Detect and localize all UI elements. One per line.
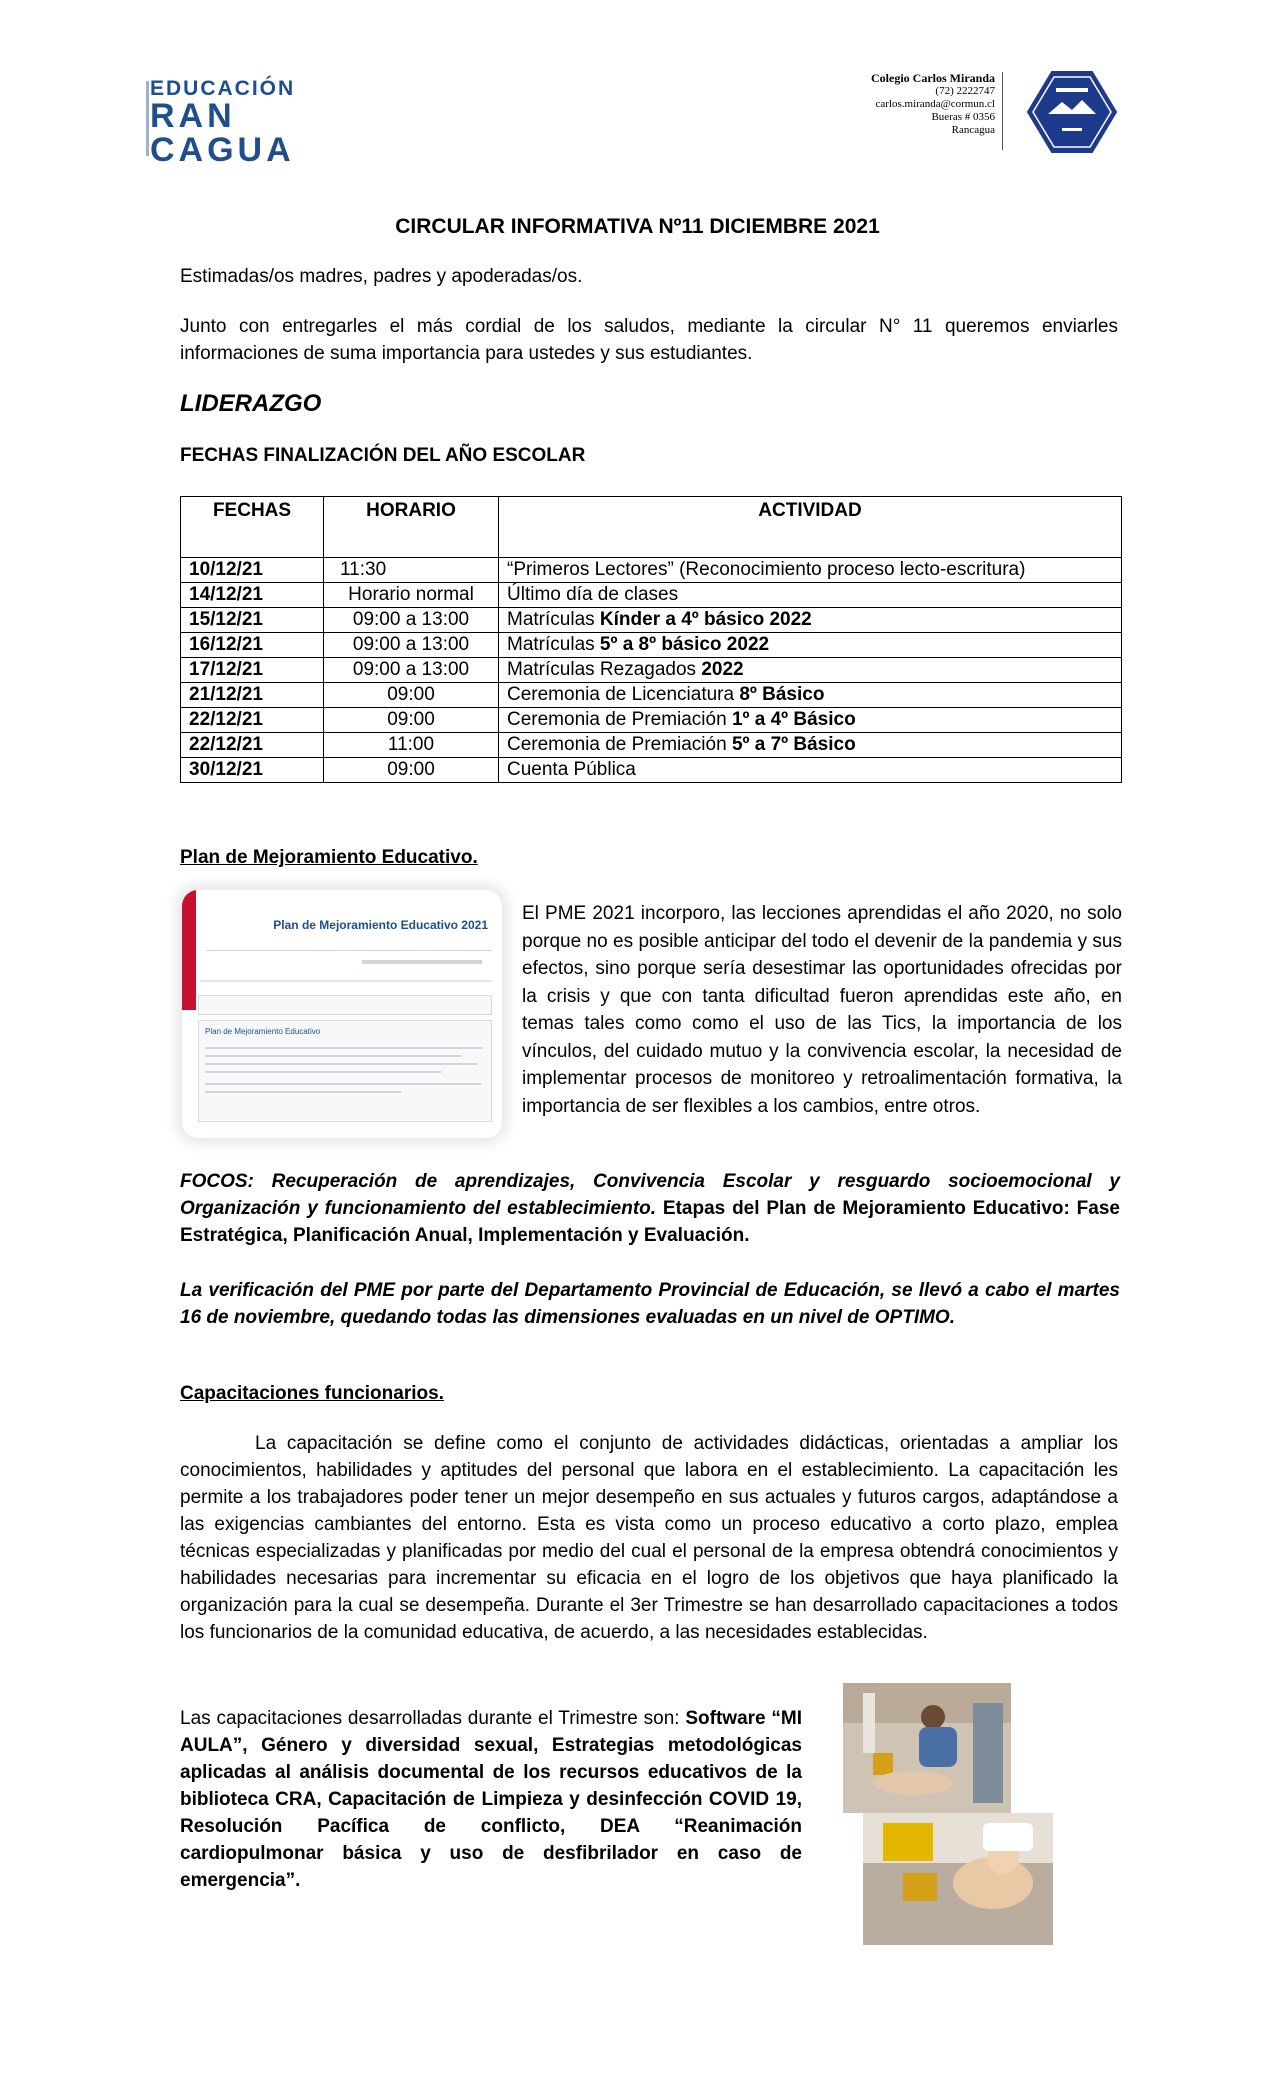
logo-line-2: RAN: [150, 97, 236, 135]
row-activity-bold: 5º a 8º básico 2022: [599, 634, 770, 655]
row-activity-text: Ceremonia de Licenciatura: [507, 684, 740, 705]
row-activity: [499, 633, 1122, 658]
training-list-bold: Software “MI AULA”, Género y diversidad sexual, Estrategias metodológicas aplicadas al análisis documental de los recursos educativos de la biblioteca CRA, Capacitación de Limpieza y desinfección COVID 19, Resolución Pacífica de conflicto, DEA “Reanimación cardiopulmonar básica y uso de desfibrilador en caso de emergencia”.: [180, 1708, 803, 1891]
row-activity: [499, 558, 1122, 583]
row-activity: [499, 683, 1122, 708]
training-paragraph: La capacitación se define como el conjunto de actividades didácticas, orientadas a ampliar los conocimientos, habilidades y aptitudes del personal que labora en el establecimiento. La capacitación les permite a los trabajadores poder tener un mejor desempeño en sus actuales y futuros cargos, adaptándose a las exigencias cambiantes del entorno. Esta es vista como un proceso educativo a corto plazo, emplea técnicas especializadas y planificadas por medio del cual el personal de la empresa obtendrá conocimientos y habilidades necesarias para incrementar su eficacia en el logro de los objetivos que haya planificado la organización para la cual se desempeña. Durante el 3er Trimestre se han desarrollado capacitaciones a todos los funcionarios de la comunidad educativa, de acuerdo, a las necesidades establecidas.: [180, 1433, 1118, 1643]
row-date: 15/12/21: [181, 608, 324, 633]
row-activity: [499, 733, 1122, 758]
row-date: 16/12/21: [181, 633, 324, 658]
row-activity: [499, 708, 1122, 733]
logo-line-3: CAGUA: [150, 131, 295, 169]
subsection-title: FECHAS FINALIZACIÓN DEL AÑO ESCOLAR: [180, 445, 586, 466]
row-activity-text: Último día de clases: [507, 584, 679, 605]
header-fechas: FECHAS: [181, 497, 324, 558]
row-date: 30/12/21: [181, 758, 324, 783]
row-activity-text: Matrículas: [507, 634, 600, 655]
row-time: 09:00: [324, 758, 499, 783]
row-date: 22/12/21: [181, 708, 324, 733]
training-list-paragraph: [180, 1705, 802, 1894]
table-row: [181, 633, 1122, 658]
screenshot-red-sidebar: [182, 890, 196, 1010]
row-activity-bold: 1º a 4º Básico: [731, 709, 856, 730]
header-horario: HORARIO: [324, 497, 499, 558]
row-activity: [499, 658, 1122, 683]
cpr-training-photos: [843, 1683, 1053, 1945]
row-activity-text: Ceremonia de Premiación: [507, 709, 732, 730]
greeting: Estimadas/os madres, padres y apoderadas/os.: [180, 266, 583, 287]
school-city: Rancagua: [951, 124, 995, 136]
focos-italic: FOCOS: Recuperación de aprendizajes, Convivencia Escolar y resguardo socioemocional y Organización y funcionamiento del establecimiento.: [180, 1171, 1120, 1219]
row-activity: [499, 758, 1122, 783]
row-activity-text: “Primeros Lectores” (Reconocimiento proceso lecto-escritura): [507, 559, 1026, 580]
training-list-intro: Las capacitaciones desarrolladas durante el Trimestre son:: [180, 1708, 686, 1729]
section-title: LIDERAZGO: [180, 390, 322, 417]
header-divider: [1002, 72, 1003, 150]
row-date: 22/12/21: [181, 733, 324, 758]
pme-screenshot-image: [182, 890, 502, 1138]
schedule-table: [180, 496, 1122, 783]
pme-heading: Plan de Mejoramiento Educativo.: [180, 847, 478, 868]
school-phone: (72) 2222747: [935, 85, 995, 97]
row-activity-bold: 2022: [701, 659, 744, 680]
school-crest-icon: [1026, 70, 1118, 154]
school-contact-block: [871, 72, 995, 137]
row-activity: [499, 583, 1122, 608]
row-activity-text: Matrículas: [507, 609, 600, 630]
row-time: 09:00: [324, 708, 499, 733]
row-time: Horario normal: [324, 583, 499, 608]
table-row: [181, 683, 1122, 708]
school-address: Bueras # 0356: [931, 111, 995, 123]
screenshot-section-title: Plan de Mejoramiento Educativo: [205, 1027, 321, 1036]
row-date: 10/12/21: [181, 558, 324, 583]
circular-title: CIRCULAR INFORMATIVA Nº11 DICIEMBRE 2021: [395, 215, 880, 238]
row-activity-bold: 8º Básico: [739, 684, 825, 705]
row-date: 21/12/21: [181, 683, 324, 708]
table-header-row: [181, 497, 1122, 558]
table-row: [181, 708, 1122, 733]
education-rancagua-logo: [150, 78, 295, 167]
row-activity-text: Ceremonia de Premiación: [507, 734, 732, 755]
focos-rest: Etapas del Plan de Mejoramiento Educativo: Fase Estratégica, Planificación Anual, Implementación y Evaluación.: [180, 1198, 1120, 1246]
school-email: carlos.miranda@cormun.cl: [875, 98, 995, 110]
logo-line-1: EDUCACIÓN: [150, 77, 296, 100]
table-row: [181, 583, 1122, 608]
school-name: Colegio Carlos Miranda: [871, 71, 995, 85]
table-row: [181, 608, 1122, 633]
intro-paragraph: Junto con entregarles el más cordial de los saludos, mediante la circular N° 11 queremos enviarles informaciones de suma importancia para ustedes y sus estudiantes.: [180, 316, 1118, 364]
row-activity-text: Matrículas Rezagados: [507, 659, 702, 680]
screenshot-title: Plan de Mejoramiento Educativo 2021: [273, 918, 488, 932]
row-activity-text: Cuenta Pública: [507, 759, 636, 780]
row-activity: [499, 608, 1122, 633]
table-row: [181, 658, 1122, 683]
row-date: 17/12/21: [181, 658, 324, 683]
row-time: 11:30: [324, 558, 499, 583]
pme-verification-paragraph: La verificación del PME por parte del Departamento Provincial de Educación, se llevó a cabo el martes 16 de noviembre, quedando todas las dimensiones evaluadas en un nivel de OPTIMO.: [180, 1280, 1120, 1328]
row-time: 11:00: [324, 733, 499, 758]
row-activity-bold: Kínder a 4º básico 2022: [599, 609, 812, 630]
row-time: 09:00: [324, 683, 499, 708]
pme-paragraph: El PME 2021 incorporo, las lecciones aprendidas el año 2020, no solo porque no es posible anticipar del todo el devenir de la pandemia y sus efectos, sino porque sería desestimar las oportunidades ofrecidas por la crisis y que con tanta dificultad fueron aprendidas este año, en temas tales como como el uso de las Tics, la importancia de los vínculos, del cuidado mutuo y la convivencia escolar, la necesidad de implementar procesos de monitoreo y retroalimentación formativa, la importancia de ser flexibles a los cambios, entre otros.: [522, 903, 1122, 1117]
training-heading: Capacitaciones funcionarios.: [180, 1383, 444, 1404]
pme-focos-paragraph: [180, 1168, 1120, 1249]
logo-accent-bar: [146, 81, 149, 156]
row-activity-bold: 5º a 7º Básico: [731, 734, 856, 755]
table-row: [181, 558, 1122, 583]
row-date: 14/12/21: [181, 583, 324, 608]
row-time: 09:00 a 13:00: [324, 608, 499, 633]
row-time: 09:00 a 13:00: [324, 633, 499, 658]
row-time: 09:00 a 13:00: [324, 658, 499, 683]
table-row: [181, 733, 1122, 758]
header-actividad: ACTIVIDAD: [499, 497, 1122, 558]
table-row: [181, 758, 1122, 783]
